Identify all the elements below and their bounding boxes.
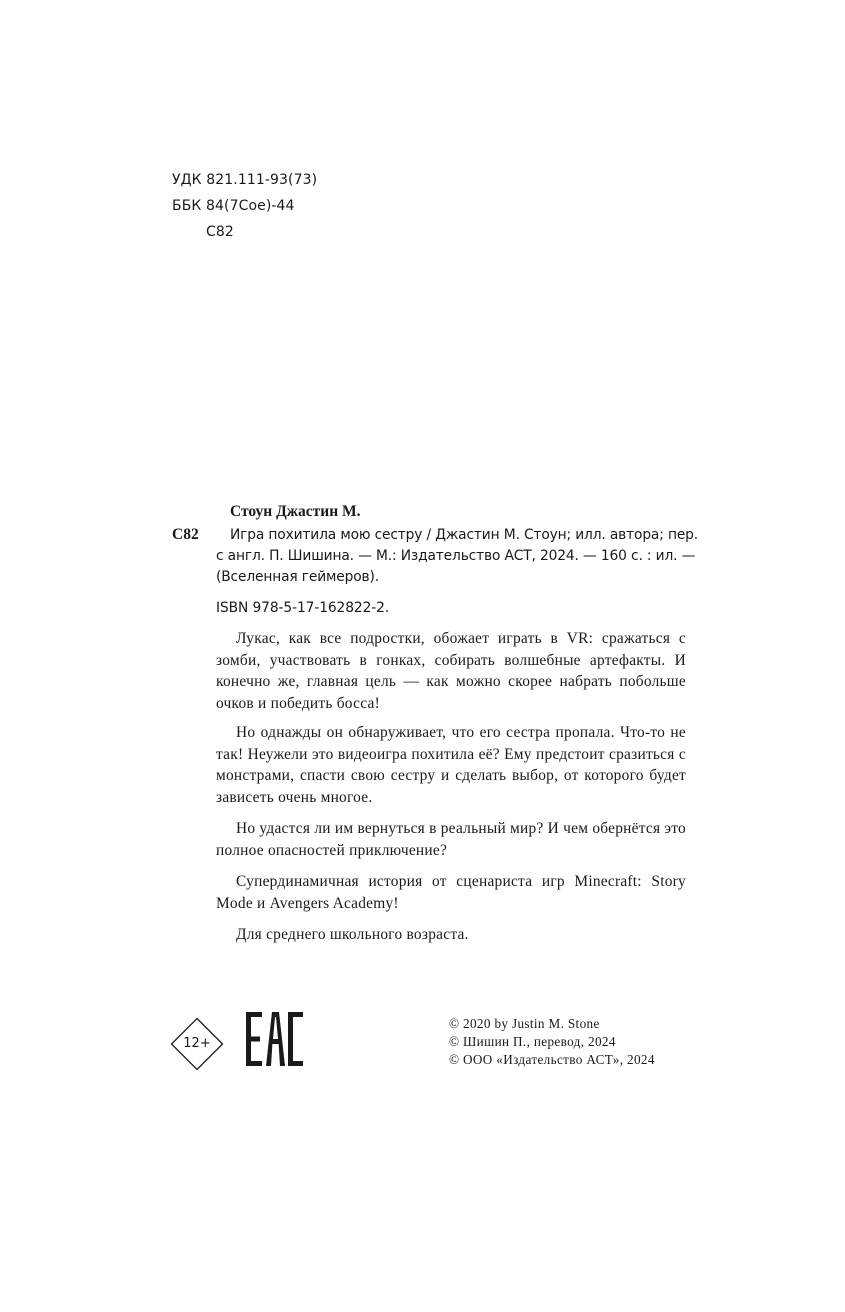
card-description-line-1: Игра похитила мою сестру / Джастин М. Стоун; илл. автора; пер. (230, 527, 699, 543)
copyright-line-2: © Шишин П., перевод, 2024 (449, 1034, 616, 1049)
age-rating-label: 12+ (183, 1036, 211, 1051)
annotation-paragraph-3: Но удастся ли им вернуться в реальный мир? И чем обернётся это полное опасностей приключение? (216, 820, 686, 859)
card-author: Стоун Джастин М. (230, 503, 361, 520)
card-description-line-2: с англ. П. Шишина. — М.: Издательство АСТ, 2024. — 160 с. : ил. — (216, 548, 696, 564)
annotation-paragraph-5: Для среднего школьного возраста. (236, 926, 469, 943)
card-description-line-3: (Вселенная геймеров). (216, 569, 379, 585)
copyright-line-3: © ООО «Издательство АСТ», 2024 (449, 1052, 655, 1067)
age-rating-badge (170, 1017, 224, 1071)
isbn: ISBN 978-5-17-162822-2. (216, 600, 390, 616)
annotation-paragraph-1: Лукас, как все подростки, обожает играть в VR: сражаться с зомби, участвовать в гонках, собирать волшебные артефакты. И конечно же, главная цель — как можно скорее набрать побольше очков и победить босса! (216, 630, 686, 712)
eac-conformity-icon (246, 1010, 304, 1068)
bbk-code: ББК 84(7Сое)-44 (172, 198, 295, 214)
annotation-paragraph-4: Супердинамичная история от сценариста игр Minecraft: Story Mode и Avengers Academy! (216, 873, 686, 912)
card-code: С82 (172, 526, 199, 543)
annotation-paragraph-2: Но однажды он обнаруживает, что его сестра пропала. Что-то не так! Неужели это видеоигра похитила её? Ему предстоит сразиться с монстрами, спасти свою сестру и сделать выбор, от которого будет зависеть очень многое. (216, 724, 686, 806)
copyright-line-1: © 2020 by Justin M. Stone (449, 1016, 600, 1031)
author-mark: С82 (206, 224, 234, 240)
udk-code: УДК 821.111-93(73) (172, 172, 318, 188)
